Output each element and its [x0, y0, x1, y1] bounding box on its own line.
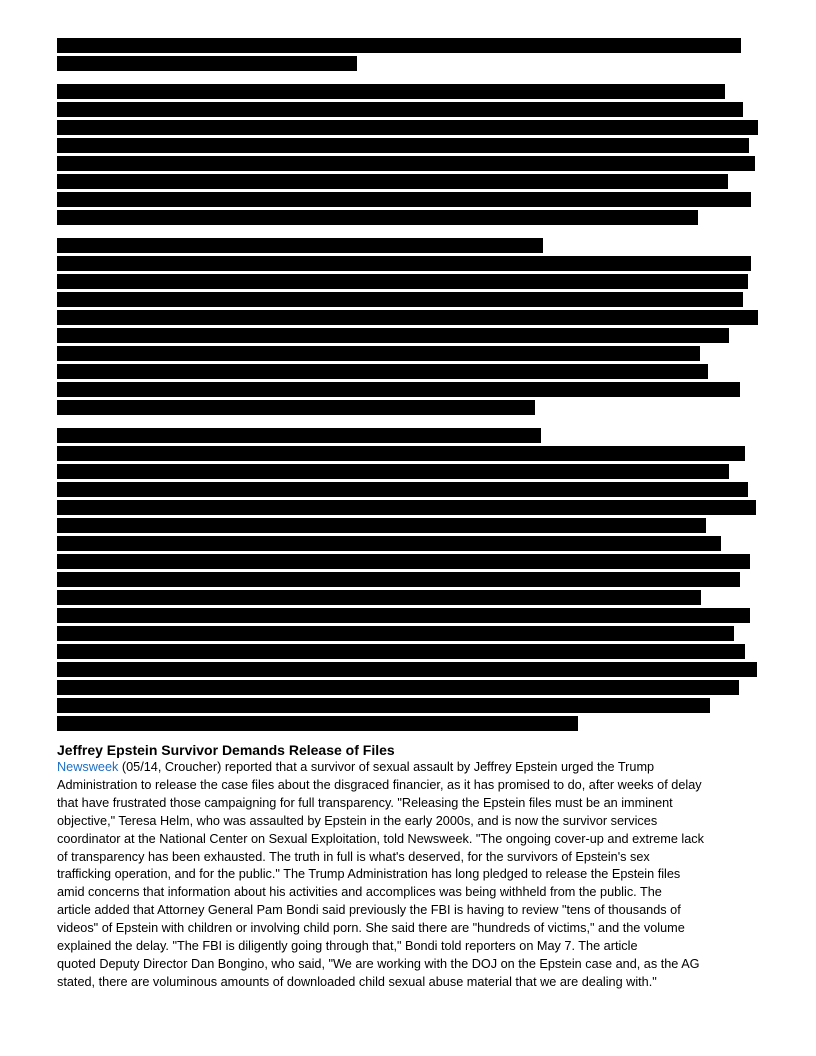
redaction-bar — [57, 698, 710, 713]
redaction-bar — [57, 346, 700, 361]
redaction-bar — [57, 644, 745, 659]
article-body — [57, 759, 772, 992]
redaction-bar — [57, 428, 541, 443]
redaction-bar — [57, 156, 755, 171]
redaction-bar — [57, 310, 758, 325]
redaction-bar — [57, 120, 758, 135]
article-body-line: quoted Deputy Director Dan Bongino, who said, "We are working with the DOJ on the Epstein case and, as the AG — [57, 956, 700, 971]
redaction-bar — [57, 590, 701, 605]
redaction-bar — [57, 274, 748, 289]
article-body-line: amid concerns that information about his activities and accomplices was being withheld from the public. The — [57, 885, 662, 900]
article-body-line: of transparency has been exhausted. The truth in full is what's deserved, for the survivors of Epstein's sex — [57, 849, 650, 864]
redaction-bar — [57, 174, 728, 189]
redaction-bar — [57, 138, 749, 153]
redaction-bar — [57, 572, 740, 587]
redaction-bar — [57, 192, 751, 207]
redaction-bar — [57, 238, 543, 253]
redaction-bar — [57, 382, 740, 397]
article-body-line: objective," Teresa Helm, who was assaulted by Epstein in the early 2000s, and is now the survivor services — [57, 813, 658, 828]
redaction-bar — [57, 518, 706, 533]
article-title: Jeffrey Epstein Survivor Demands Release of Files — [57, 742, 395, 758]
redaction-bar — [57, 464, 729, 479]
redaction-bar — [57, 500, 756, 515]
redaction-bar — [57, 84, 725, 99]
redaction-bar — [57, 554, 750, 569]
redaction-bar — [57, 536, 721, 551]
redaction-bar — [57, 626, 734, 641]
redaction-bar — [57, 210, 698, 225]
article-body-text: (05/14, Croucher) reported that a survivor of sexual assault by Jeffrey Epstein urged the Trump — [118, 760, 655, 774]
redaction-bar — [57, 662, 757, 677]
article-body-line: that have frustrated those campaigning for full transparency. "Releasing the Epstein files must be an imminent — [57, 795, 673, 810]
article-body-line: explained the delay. "The FBI is diligently going through that," Bondi told reporters on May 7. The article — [57, 939, 638, 954]
article-body-line: article added that Attorney General Pam Bondi said previously the FBI is having to review "tens of thousands of — [57, 903, 681, 918]
article-body-line: coordinator at the National Center on Sexual Exploitation, told Newsweek. "The ongoing cover-up and extreme lack — [57, 831, 704, 846]
redaction-bar — [57, 56, 357, 71]
redaction-bar — [57, 446, 745, 461]
article-body-line: videos" of Epstein with children or involving child porn. She said there are "hundreds of victims," and the volume — [57, 921, 685, 936]
redaction-bar — [57, 680, 739, 695]
redaction-bar — [57, 38, 741, 53]
source-link[interactable]: Newsweek — [57, 760, 119, 774]
redaction-bar — [57, 292, 743, 307]
article-body-line: trafficking operation, and for the public." The Trump Administration has long pledged to release the Epstein files — [57, 867, 681, 882]
redaction-bar — [57, 256, 751, 271]
article — [57, 741, 772, 992]
article-body-line: Administration to release the case files about the disgraced financier, as it has promised to do, after weeks of delay — [57, 777, 702, 792]
redaction-bar — [57, 716, 578, 731]
redaction-bar — [57, 328, 729, 343]
redaction-bar — [57, 102, 743, 117]
article-body-line: stated, there are voluminous amounts of downloaded child sexual abuse material that we are dealing with." — [57, 974, 657, 989]
redaction-bar — [57, 364, 708, 379]
redaction-bar — [57, 608, 750, 623]
article-body-line — [57, 759, 772, 777]
redaction-bar — [57, 400, 535, 415]
redaction-bar — [57, 482, 748, 497]
